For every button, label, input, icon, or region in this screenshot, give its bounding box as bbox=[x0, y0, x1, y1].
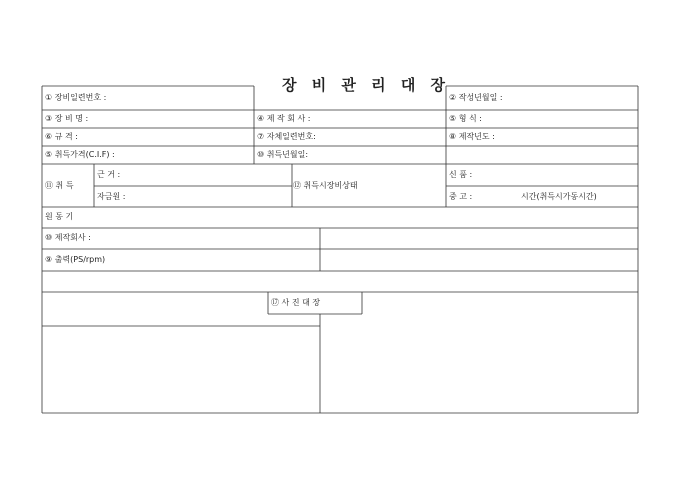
engine-section-label: 원 동 기 bbox=[45, 212, 74, 221]
page-title: 장 비 관 리 대 장 bbox=[282, 76, 451, 94]
basis-label: 근 거 : bbox=[97, 170, 121, 179]
used-label: 중 고 : bbox=[449, 192, 473, 201]
acquisition-condition-label: ⑫ 취득시장비상태 bbox=[293, 181, 358, 190]
acquisition-price-label: ⑤ 취득가격(C.I.F) : bbox=[45, 150, 115, 159]
acquisition-date-label: ⑩ 취득년월일: bbox=[257, 150, 309, 159]
engine-maker-label: ⑩ 제작회사 : bbox=[45, 233, 91, 242]
funding-source-label: 자금원 : bbox=[97, 192, 126, 201]
created-date-label: ② 작성년월일 : bbox=[449, 93, 503, 102]
photo-attach-label: ⑰ 사 진 대 장 bbox=[271, 298, 321, 307]
new-label: 신 품 : bbox=[449, 170, 473, 179]
model-label: ⑤ 형 식 : bbox=[449, 114, 482, 123]
output-label: ⑨ 출력(PS/rpm) bbox=[45, 255, 106, 264]
hours-label: 시간(취득시가동시간) bbox=[521, 192, 597, 201]
equipment-name-label: ③ 장 비 명 : bbox=[45, 114, 89, 123]
manufacturer-label: ④ 제 작 회 사 : bbox=[257, 114, 311, 123]
self-serial-label: ⑦ 자체일련번호: bbox=[257, 132, 316, 141]
manufacture-year-label: ⑧ 제작년도 : bbox=[449, 132, 495, 141]
spec-label: ⑥ 규 격 : bbox=[45, 132, 78, 141]
acquisition-label: ⑪ 취 득 bbox=[45, 181, 74, 190]
serial-label: ① 장비일련번호 : bbox=[45, 93, 107, 102]
